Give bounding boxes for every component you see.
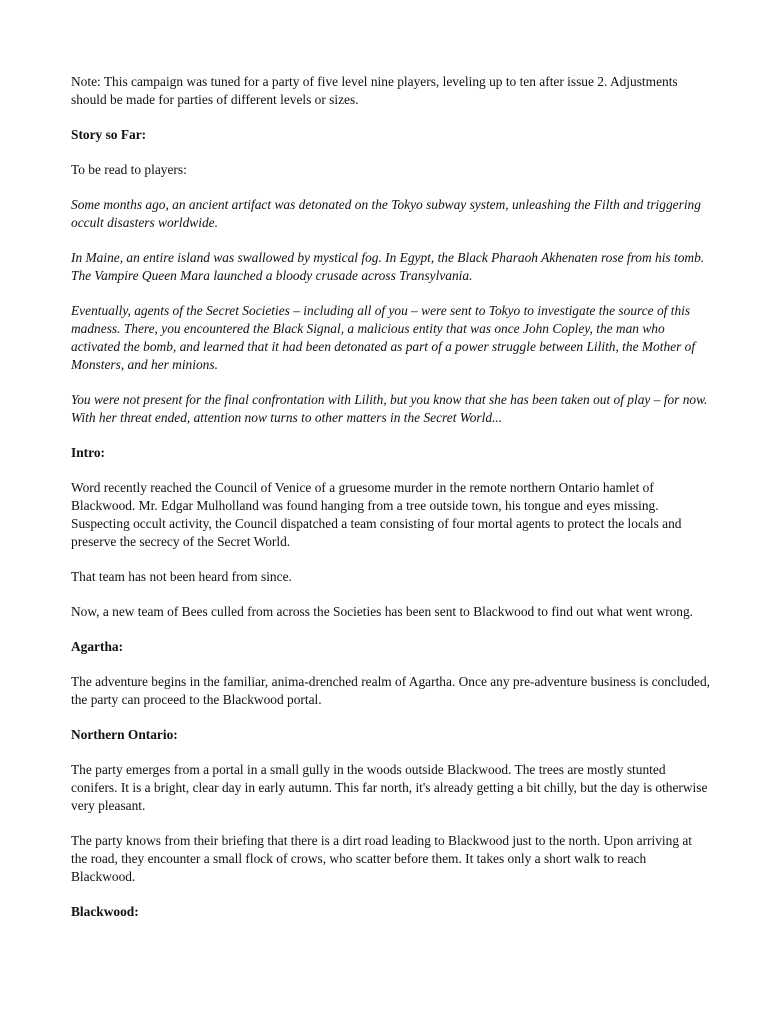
story-so-far-heading: Story so Far: <box>71 127 147 142</box>
campaign-note: Note: This campaign was tuned for a party of five level nine players, leveling up to ten after issue 2. Adjustments should be made for parties of different levels or sizes. <box>71 74 678 107</box>
intro-paragraph: That team has not been heard from since. <box>71 569 292 584</box>
northern-ontario-heading: Northern Ontario: <box>71 727 178 742</box>
story-paragraph: You were not present for the final confrontation with Lilith, but you know that she has been taken out of play – for now. With her threat ended, attention now turns to other matters in the Secret World... <box>71 392 708 425</box>
intro-heading: Intro: <box>71 445 105 460</box>
ontario-paragraph: The party knows from their briefing that there is a dirt road leading to Blackwood just to the north. Upon arriving at the road, they encounter a small flock of crows, who scatter before them. It takes only a short walk to reach Blackwood. <box>71 833 693 884</box>
intro-paragraph: Now, a new team of Bees culled from across the Societies has been sent to Blackwood to find out what went wrong. <box>71 604 694 619</box>
document-page <box>71 73 711 938</box>
blackwood-heading: Blackwood: <box>71 904 139 919</box>
story-paragraph: Eventually, agents of the Secret Societies – including all of you – were sent to Tokyo to investigate the source of this madness. There, you encountered the Black Signal, a malicious entity that was once John Copley, the man who activated the bomb, and learned that it had been detonated as part of a power struggle between Lilith, the Mother of Monsters, and her minions. <box>71 303 696 372</box>
story-paragraph: Some months ago, an ancient artifact was detonated on the Tokyo subway system, unleashing the Filth and triggering occult disasters worldwide. <box>71 197 701 230</box>
read-to-players-label: To be read to players: <box>71 162 187 177</box>
intro-paragraph: Word recently reached the Council of Venice of a gruesome murder in the remote northern Ontario hamlet of Blackwood. Mr. Edgar Mulholland was found hanging from a tree outside town, his tongue and eyes missing. Suspecting occult activity, the Council dispatched a team consisting of four mortal agents to protect the locals and preserve the secrecy of the Secret World. <box>71 480 682 549</box>
agartha-paragraph: The adventure begins in the familiar, anima-drenched realm of Agartha. Once any pre-adventure business is concluded, the party can proceed to the Blackwood portal. <box>71 674 710 707</box>
agartha-heading: Agartha: <box>71 639 124 654</box>
ontario-paragraph: The party emerges from a portal in a small gully in the woods outside Blackwood. The trees are mostly stunted conifers. It is a bright, clear day in early autumn. This far north, it's already getting a bit chilly, but the day is otherwise very pleasant. <box>71 762 708 813</box>
story-paragraph: In Maine, an entire island was swallowed by mystical fog. In Egypt, the Black Pharaoh Akhenaten rose from his tomb. The Vampire Queen Mara launched a bloody crusade across Transylvania. <box>71 250 705 283</box>
